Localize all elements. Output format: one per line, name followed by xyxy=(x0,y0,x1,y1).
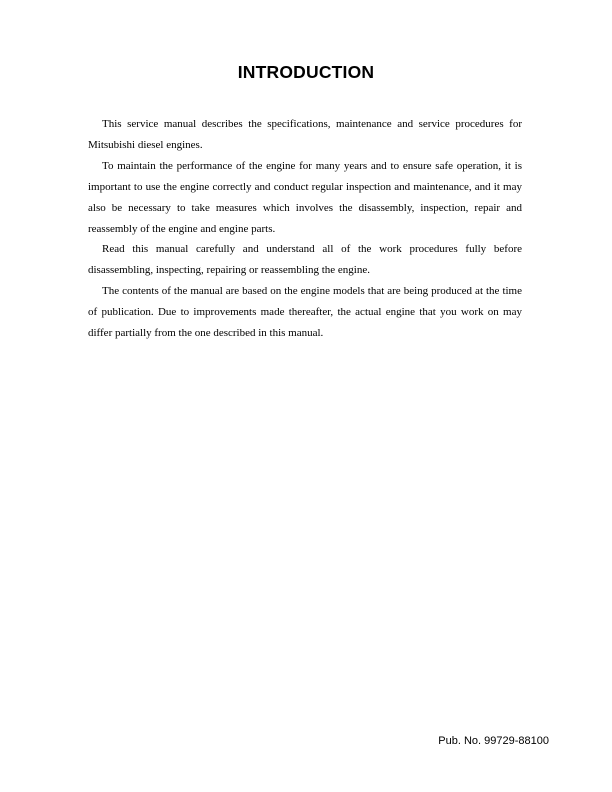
paragraph-maintenance: To maintain the performance of the engine for many years and to ensure safe operation, it is important to use the engine correctly and conduct regular inspection and maintenance, and it may also be necessary to take measures which involves the disassembly, inspection, repair and reassembly of the engine and engine parts. xyxy=(88,159,522,235)
paragraph-scope: This service manual describes the specifications, maintenance and service procedures for Mitsubishi diesel engines. xyxy=(88,118,522,151)
paragraph-read-manual: Read this manual carefully and understand all of the work procedures fully before disassembling, inspecting, repairing or reassembling the engine. xyxy=(88,243,522,277)
page-title: INTRODUCTION xyxy=(237,62,375,82)
paragraph-contents-note: The contents of the manual are based on the engine models that are being produced at the time of publication. Due to improvements made thereafter, the actual engine that you work on may differ partially from the one described in this manual. xyxy=(88,285,522,340)
publication-number: Pub. No. 99729-88100 xyxy=(438,735,549,747)
introduction-body xyxy=(88,114,522,344)
